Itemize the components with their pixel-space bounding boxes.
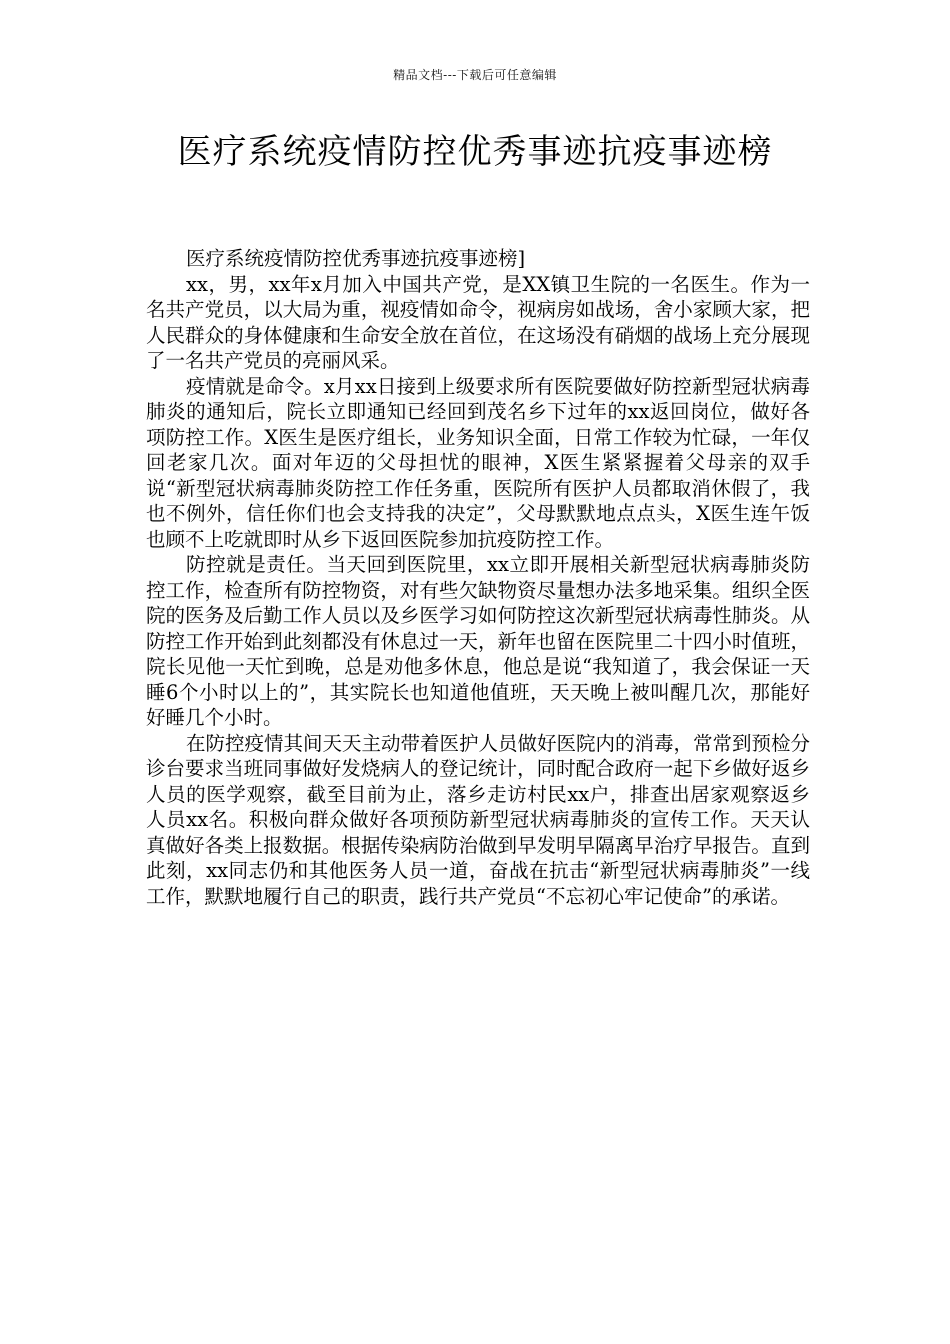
paragraph-intro: xx，男，xx年x月加入中国共产党，是XX镇卫生院的一名医生。作为一名共产党员，以大局为重，视疫情如命令，视病房如战场，舍小家顾大家，把人民群众的身体健康和生命安全放在首位，在这场没有硝烟的战场上充分展现了一名共产党员的亮丽风采。	[146, 272, 810, 372]
paragraph-subtitle: 医疗系统疫情防控优秀事迹抗疫事迹榜]	[186, 247, 526, 270]
document-title: 医疗系统疫情防控优秀事迹抗疫事迹榜	[177, 132, 773, 172]
paragraph-daily-work: 在防控疫情其间天天主动带着医护人员做好医院内的消毒，常常到预检分诊台要求当班同事做好发烧病人的登记统计，同时配合政府一起下乡做好返乡人员的医学观察，截至目前为止，落乡走访村民xx户，排查出居家观察返乡人员xx名。积极向群众做好各项预防新型冠状病毒肺炎的宣传工作。天天认真做好各类上报数据。根据传染病防治做到早发明早隔离早治疗早报告。直到此刻，xx同志仍和其他医务人员一道，奋战在抗击“新型冠状病毒肺炎”一线工作，默默地履行自己的职责，践行共产党员“不忘初心牢记使命”的承诺。	[146, 731, 811, 908]
paragraph-prevention-is-duty: 防控就是责任。当天回到医院里，xx立即开展相关新型冠状病毒肺炎防控工作，检查所有防控物资，对有些欠缺物资尽量想办法多地采集。组织全医院的医务及后勤工作人员以及乡医学习如何防控这次新型冠状病毒性肺炎。从防控工作开始到此刻都没有休息过一天，新年也留在医院里二十四小时值班，院长见他一天忙到晚，总是劝他多休息，他总是说“我知道了，我会保证一天睡6个小时以上的”，其实院长也知道他值班，天天晚上被叫醒几次，那能好好睡几个小时。	[146, 553, 810, 729]
document-body	[146, 246, 810, 909]
header-note: 精品文档---下载后可任意编辑	[393, 68, 557, 82]
paragraph-epidemic-is-order: 疫情就是命令。x月xx日接到上级要求所有医院要做好防控新型冠状病毒肺炎的通知后，院长立即通知已经回到茂名乡下过年的xx返回岗位，做好各项防控工作。X医生是医疗组长，业务知识全面，日常工作较为忙碌，一年仅回老家几次。面对年迈的父母担忧的眼神，X医生紧紧握着父母亲的双手说“新型冠状病毒肺炎防控工作任务重，医院所有医护人员都取消休假了，我也不例外，信任你们也会支持我的决定”，父母默默地点点头，X医生连午饭也顾不上吃就即时从乡下返回医院参加抗疫防控工作。	[146, 374, 810, 551]
